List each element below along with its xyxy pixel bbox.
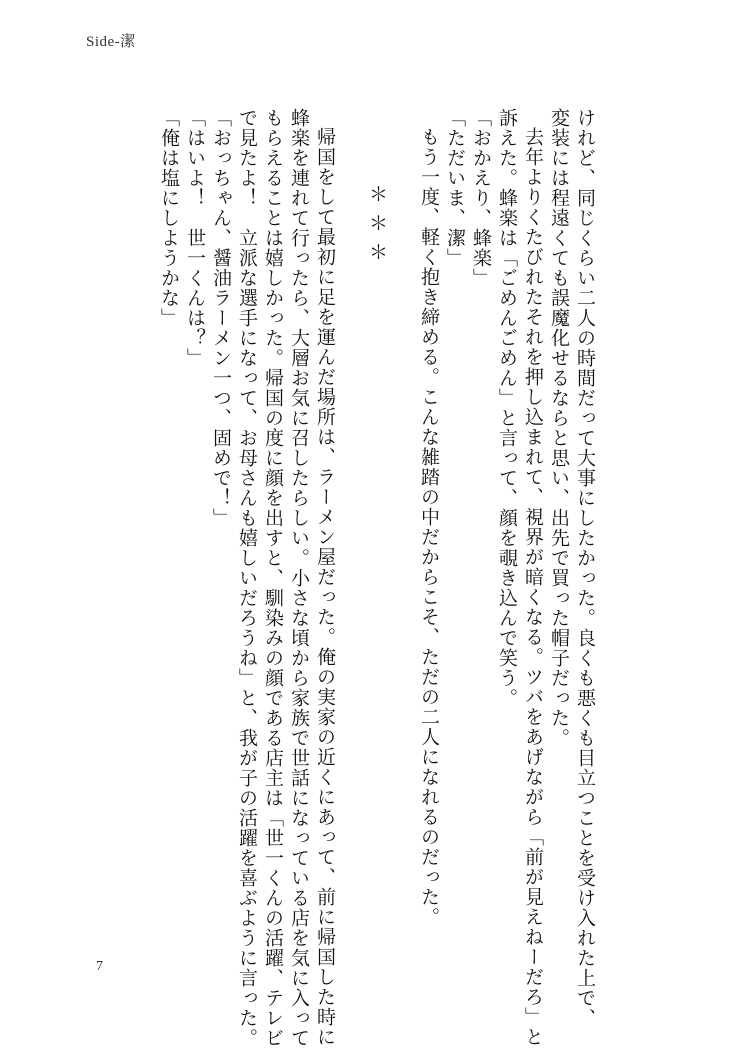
page-number: 7 bbox=[96, 959, 103, 974]
body-text bbox=[108, 108, 598, 1048]
text-line: 帰国をして最初に足を運んだ場所は、ラーメン屋だった。俺の実家の近くにあって、前に帰国した時に bbox=[314, 127, 336, 1047]
text-line: 変装には程遠くても誤魔化せるならと思い、出先で買った帽子だった。 bbox=[548, 108, 570, 748]
dialogue-line: 「はいよ！ 世一くんは？」 bbox=[184, 108, 206, 368]
dialogue-line: 「ただいま、潔」 bbox=[444, 108, 466, 268]
text-line: 蜂楽を連れて行ったら、大層お気に召したらしい。小さな頃から家族で世話になっている店を気に入って bbox=[288, 108, 310, 1048]
text-line: 訴えた。蜂楽は「ごめんごめん」と言って、顔を覗き込んで笑う。 bbox=[496, 108, 518, 708]
text-line: もう一度、軽く抱き締める。こんな雑踏の中だからこそ、ただの二人になれるのだった。 bbox=[418, 127, 440, 927]
running-head: Side-潔 bbox=[86, 34, 136, 50]
text-line: で見たよ！ 立派な選手になって、お母さんも嬉しいだろうね」と、我が子の活躍を喜ぶように言った。 bbox=[236, 108, 258, 1048]
text-line: もらえることは嬉しかった。帰国の度に顔を出すと、馴染みの顔である店主は「世一くんの活躍、テレビ bbox=[262, 108, 284, 1048]
blank-line bbox=[390, 108, 416, 938]
dialogue-line: 「俺は塩にしようかな」 bbox=[158, 108, 180, 328]
blank-line bbox=[338, 108, 364, 938]
dialogue-line: 「おかえり、蜂楽」 bbox=[470, 108, 492, 288]
text-line: けれど、同じくらい二人の時間だって大事にしたかった。良くも悪くも目立つことを受け入れた上で、 bbox=[574, 108, 596, 1028]
section-break: ＊＊＊ bbox=[366, 184, 388, 271]
dialogue-line: 「おっちゃん、醤油ラーメン一つ、固めで！」 bbox=[210, 108, 232, 528]
text-line: 去年よりくたびれたそれを押し込まれて、視界が暗くなる。ツバをあげながら「前が見えねーだろ」と bbox=[522, 127, 544, 1047]
